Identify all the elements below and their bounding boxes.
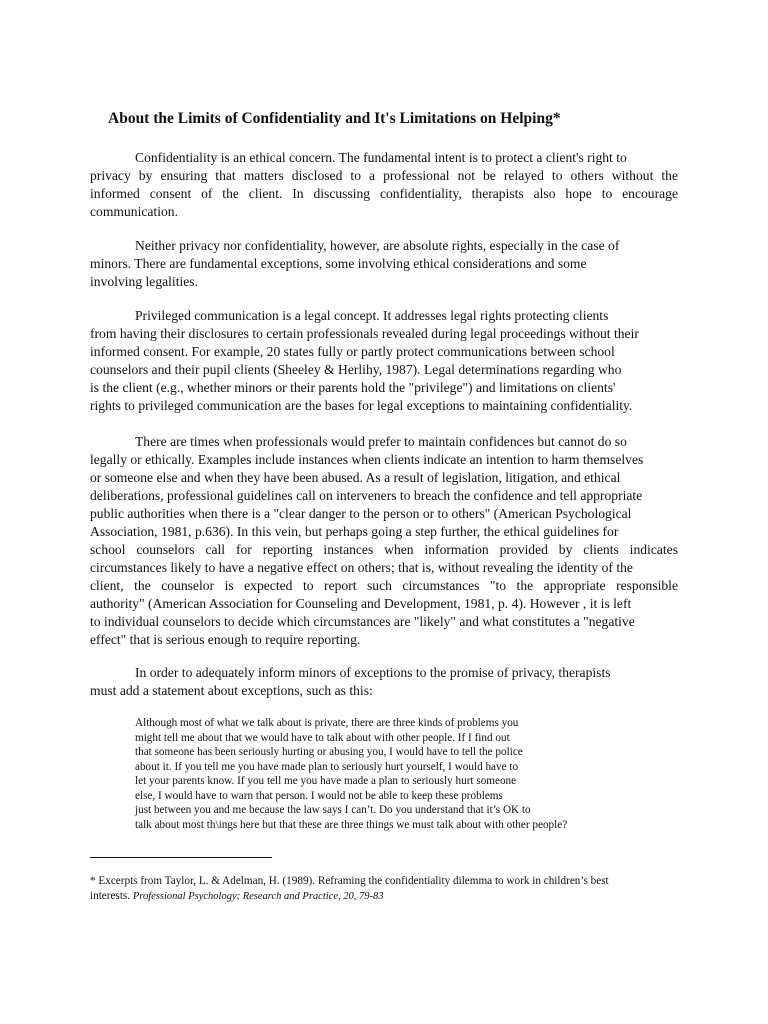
page-title: About the Limits of Confidentiality and It's Limitations on Helping* xyxy=(108,110,561,127)
paragraph-line: to individual counselors to decide which circumstances are "likely" and what constitutes a "negative xyxy=(90,614,635,629)
paragraph-line: Association, 1981, p.636). In this vein, but perhaps going a step further, the ethical guidelines for xyxy=(90,524,619,539)
paragraph-5 xyxy=(90,664,678,700)
paragraph-line: effect" that is serious enough to require reporting. xyxy=(90,632,361,647)
footnote-prefix: interests. xyxy=(90,890,133,902)
paragraph-line: In order to adequately inform minors of exceptions to the promise of privacy, therapists xyxy=(135,665,611,680)
paragraph-line: must add a statement about exceptions, such as this: xyxy=(90,683,373,698)
paragraph-line: legally or ethically. Examples include instances when clients indicate an intention to harm themselves xyxy=(90,452,644,467)
paragraph-line: deliberations, professional guidelines call on interveners to breach the confidence and tell appropriate xyxy=(90,488,643,503)
footnote xyxy=(90,874,690,904)
paragraph-line: circumstances likely to have a negative effect on others; that is, without revealing the identity of the xyxy=(90,560,633,575)
paragraph-line: client, the counselor is expected to report such circumstances "to the appropriate responsible xyxy=(90,578,678,593)
footnote-citation: Professional Psychology; Research and Practice, 20, 79-83 xyxy=(132,891,384,902)
paragraph-4 xyxy=(90,433,678,649)
quote-line: talk about most th\ings here but that these are three things we must talk about with other people? xyxy=(135,818,568,831)
paragraph-line: Neither privacy nor confidentiality, however, are absolute rights, especially in the case of xyxy=(135,238,620,253)
quote-line: else, I would have to warn that person. I would not be able to keep these problems xyxy=(135,789,503,802)
paragraph-line: counselors and their pupil clients (Sheeley & Herlihy, 1987). Legal determinations regarding who xyxy=(90,362,622,377)
quote-line: that someone has been seriously hurting or abusing you, I would have to tell the police xyxy=(135,746,523,758)
paragraph-line: informed consent. For example, 20 states fully or partly protect communications between school xyxy=(90,344,615,359)
paragraph-line: privacy by ensuring that matters disclosed to a professional not be relayed to others without the xyxy=(90,168,678,183)
paragraph-line: is the client (e.g., whether minors or their parents hold the "privilege") and limitations on clients' xyxy=(90,380,616,395)
paragraph-line: rights to privileged communication are the bases for legal exceptions to maintaining confidentiality. xyxy=(90,398,633,413)
paragraph-line: authority" (American Association for Counseling and Development, 1981, p. 4). However , it is left xyxy=(90,596,632,611)
paragraph-line: school counselors call for reporting instances when information provided by clients indicates xyxy=(90,542,678,557)
example-statement-quote xyxy=(135,716,615,832)
paragraph-line: or someone else and when they have been abused. As a result of legislation, litigation, and ethical xyxy=(90,470,621,485)
paragraph-line: involving legalities. xyxy=(90,274,198,289)
quote-line: just between you and me because the law says I can’t. Do you understand that it’s OK to xyxy=(135,804,531,816)
footnote-line xyxy=(90,889,690,904)
paragraph-line: communication. xyxy=(90,204,178,219)
paragraph-3 xyxy=(90,307,678,415)
paragraph-line: Privileged communication is a legal concept. It addresses legal rights protecting clients xyxy=(135,308,609,323)
footnote-divider xyxy=(90,857,272,858)
paragraph-line: public authorities when there is a "clear danger to the person or to others" (American Psychological xyxy=(90,506,632,521)
quote-line: let your parents know. If you tell me you have made a plan to seriously hurt someone xyxy=(135,775,517,787)
footnote-line: * Excerpts from Taylor, L. & Adelman, H. (1989). Reframing the confidentiality dilemma to work in children’s best xyxy=(90,875,609,887)
quote-line: about it. If you tell me you have made plan to seriously hurt yourself, I would have to xyxy=(135,760,519,773)
quote-line: might tell me about that we would have to talk about with other people. If I find out xyxy=(135,731,510,744)
paragraph-line: Confidentiality is an ethical concern. The fundamental intent is to protect a client's right to xyxy=(135,150,627,165)
paragraph-1 xyxy=(90,149,678,221)
paragraph-2 xyxy=(90,237,678,291)
paragraph-line: minors. There are fundamental exceptions, some involving ethical considerations and some xyxy=(90,256,587,271)
paragraph-line: informed consent of the client. In discussing confidentiality, therapists also hope to encourage xyxy=(90,186,678,201)
quote-line: Although most of what we talk about is private, there are three kinds of problems you xyxy=(135,717,519,729)
paragraph-line: There are times when professionals would prefer to maintain confidences but cannot do so xyxy=(135,434,627,449)
paragraph-line: from having their disclosures to certain professionals revealed during legal proceedings without their xyxy=(90,326,639,341)
